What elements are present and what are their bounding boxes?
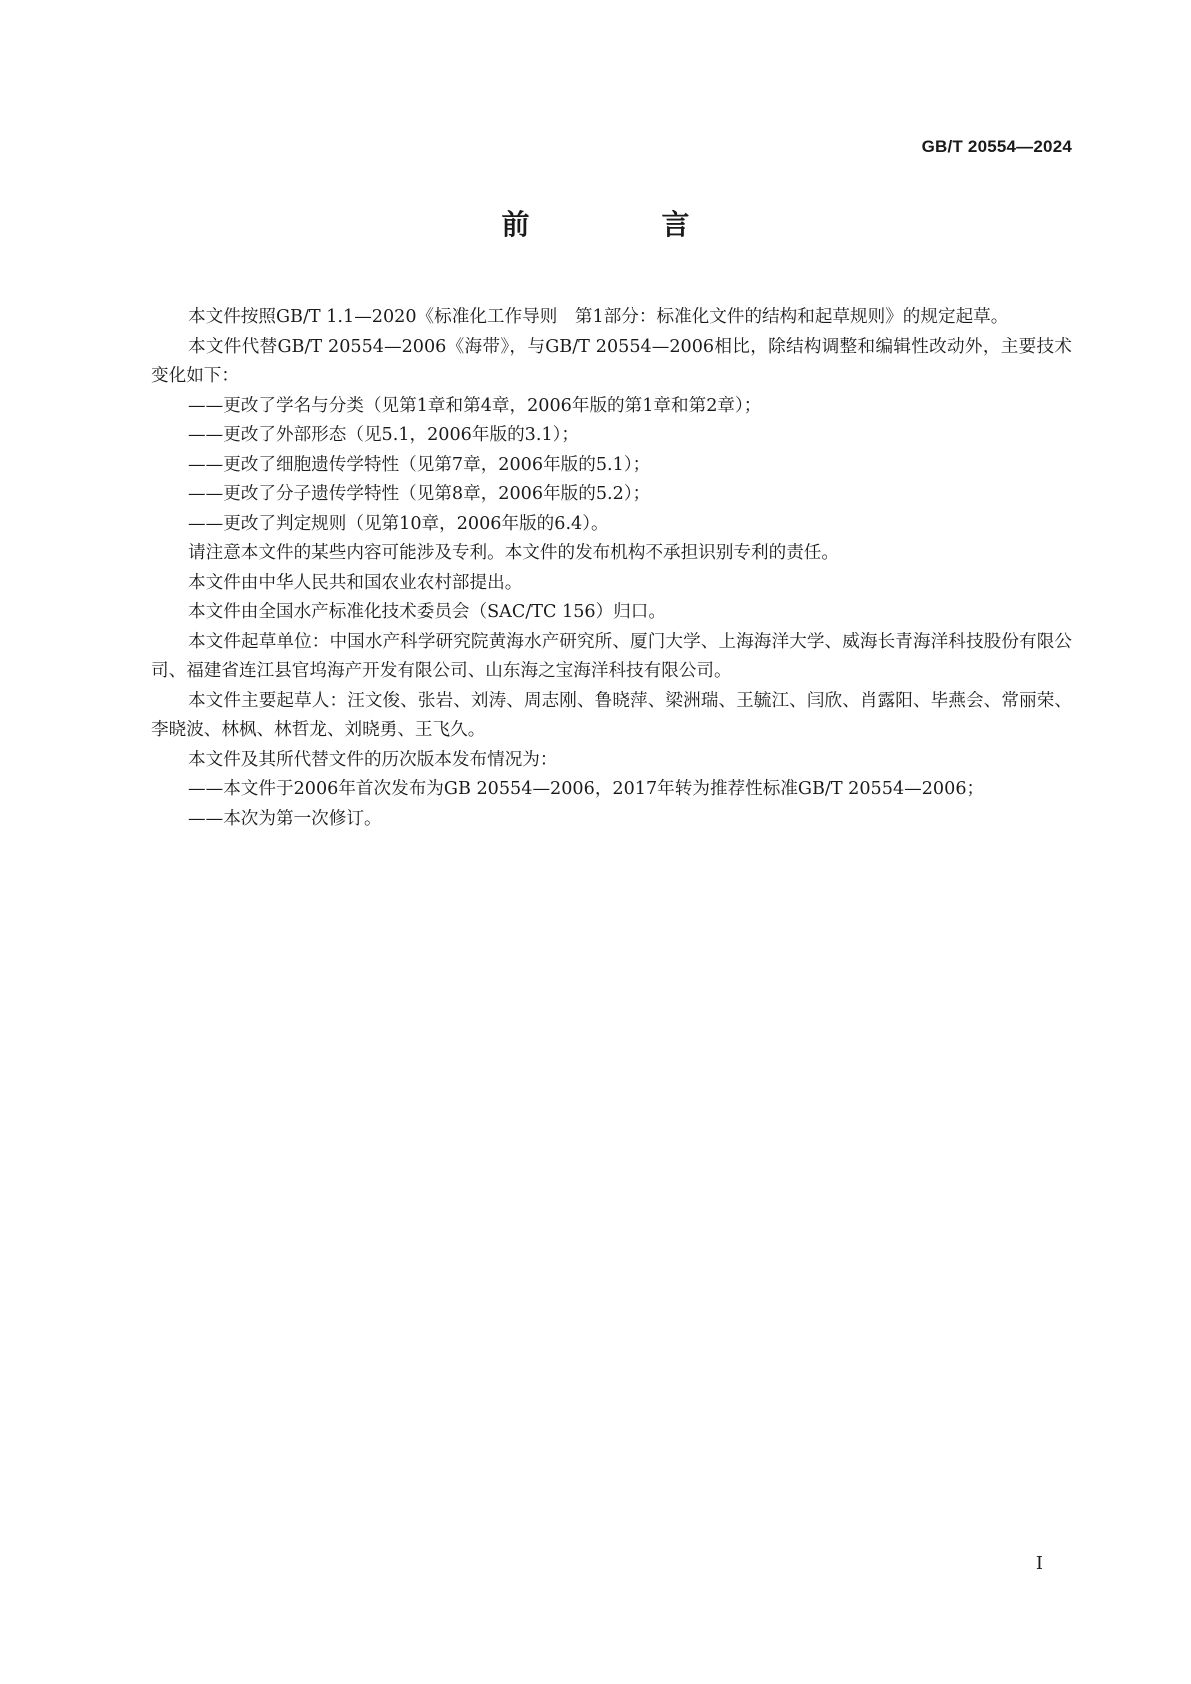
foreword-body — [151, 303, 1072, 834]
change-item: ——更改了分子遗传学特性（见第8章，2006年版的5.2）； — [188, 484, 651, 504]
change-item: ——更改了细胞遗传学特性（见第7章，2006年版的5.1）； — [188, 454, 651, 475]
paragraph-history-intro: 本文件及其所代替文件的历次版本发布情况为： — [188, 749, 558, 770]
change-item: ——更改了判定规则（见第10章，2006年版的6.4）。 — [188, 513, 609, 534]
paragraph-drafting-units: 本文件起草单位：中国水产科学研究院黄海水产研究所、厦门大学、上海海洋大学、威海长青海洋科技股份有限公司、福建省连江县官坞海产开发有限公司、山东海之宝海洋科技有限公司。 — [151, 631, 1072, 681]
paragraph-under-jurisdiction: 本文件由全国水产标准化技术委员会（SAC/TC 156）归口。 — [188, 602, 666, 622]
change-item: ——更改了外部形态（见5.1，2006年版的3.1）； — [188, 425, 580, 445]
paragraph-proposed-by: 本文件由中华人民共和国农业农村部提出。 — [188, 572, 523, 593]
standard-number: GB/T 20554—2024 — [921, 137, 1072, 156]
paragraph-patent-notice: 请注意本文件的某些内容可能涉及专利。本文件的发布机构不承担识别专利的责任。 — [188, 543, 839, 563]
history-item: ——本文件于2006年首次发布为GB 20554—2006，2017年转为推荐性标准GB/T 20554—2006； — [188, 779, 985, 799]
page-title: 前 言 — [501, 208, 742, 241]
history-item: ——本次为第一次修订。 — [188, 808, 382, 829]
paragraph-drafting-rules: 本文件按照GB/T 1.1—2020《标准化工作导则 第1部分：标准化文件的结构和起草规则》的规定起草。 — [188, 307, 1009, 327]
paragraph-replaces: 本文件代替GB/T 20554—2006《海带》，与GB/T 20554—2006相比，除结构调整和编辑性改动外，主要技术变化如下： — [151, 336, 1072, 386]
paragraph-drafters: 本文件主要起草人：汪文俊、张岩、刘涛、周志刚、鲁晓萍、梁洲瑞、王毓江、闫欣、肖露阳、毕燕会、常丽荣、李晓波、林枫、林哲龙、刘晓勇、王飞久。 — [151, 690, 1072, 740]
page-number: I — [1035, 1553, 1043, 1574]
change-item: ——更改了学名与分类（见第1章和第4章，2006年版的第1章和第2章）； — [188, 395, 762, 416]
